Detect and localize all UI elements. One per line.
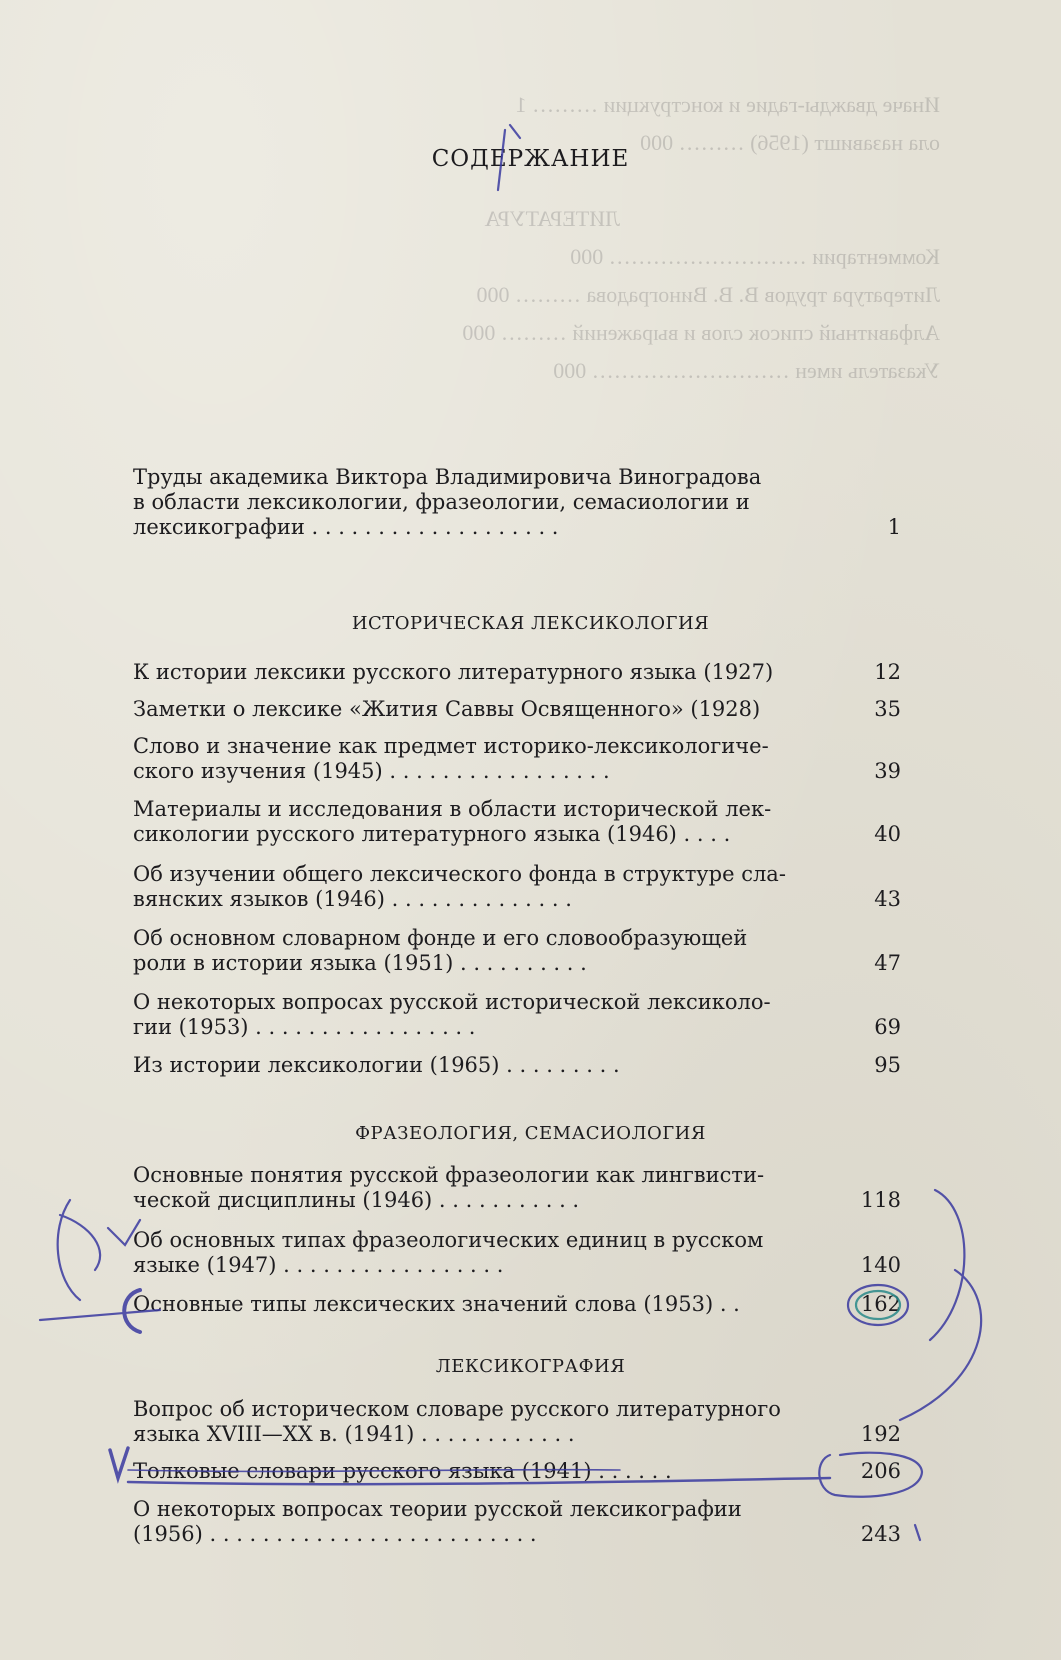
- section-heading-lexicography: ЛЕКСИКОГРАФИЯ: [435, 1356, 626, 1377]
- toc-page-number: 140: [860, 1253, 901, 1277]
- toc-entry-line: К истории лексики русского литературного языка (1927): [133, 660, 774, 684]
- toc-entry-line: роли в истории языка (1951) . . . . . . . . . .: [133, 951, 587, 975]
- pen-line: [40, 1310, 160, 1320]
- section-heading-historical: ИСТОРИЧЕСКАЯ ЛЕКСИКОЛОГИЯ: [351, 613, 710, 634]
- toc-entry-line: О некоторых вопросах теории русской лексикографии: [133, 1497, 742, 1521]
- toc-entry-line: Заметки о лексике «Жития Саввы Освященного» (1928): [133, 697, 761, 721]
- toc-page-number: 118: [860, 1188, 901, 1212]
- toc-page-number: 192: [860, 1422, 901, 1446]
- toc-entry-line: О некоторых вопросах русской исторической лексиколо-: [133, 990, 771, 1014]
- page-title: СОДЕРЖАНИЕ: [431, 146, 630, 172]
- toc-entry-line: гии (1953) . . . . . . . . . . . . . . . . .: [133, 1015, 476, 1039]
- pen-circle-inner: [856, 1291, 900, 1319]
- toc-entry-line: лексикографии . . . . . . . . . . . . . . . . . . .: [133, 515, 559, 539]
- toc-page-number: 39: [874, 759, 901, 783]
- toc-page-number: 35: [874, 697, 901, 721]
- toc-entry-line: ского изучения (1945) . . . . . . . . . . . . . . . . .: [133, 759, 610, 783]
- toc-entry-line: Об основном словарном фонде и его словообразующей: [133, 926, 748, 950]
- toc-entry-line: сикологии русского литературного языка (1946) . . . .: [133, 822, 731, 846]
- pen-underline: [128, 1478, 830, 1484]
- pen-bracket: [930, 1190, 964, 1340]
- toc-entry-line: ческой дисциплины (1946) . . . . . . . . . . .: [133, 1188, 580, 1212]
- toc-entry-line: языке (1947) . . . . . . . . . . . . . . . . .: [133, 1253, 504, 1277]
- toc-page-number: 43: [874, 887, 901, 911]
- toc-entry-line: Основные понятия русской фразеологии как лингвисти-: [133, 1163, 765, 1187]
- toc-entry-line: Труды академика Виктора Владимировича Виноградова: [133, 465, 762, 489]
- toc-page-number: 95: [874, 1053, 901, 1077]
- toc-entry-line: языка XVIII—XX в. (1941) . . . . . . . . . . . .: [133, 1422, 575, 1446]
- toc-entry-line: Основные типы лексических значений слова (1953) . .: [133, 1292, 740, 1316]
- toc-entry-line: Слово и значение как предмет историко-лексикологиче-: [133, 734, 769, 758]
- section-heading-phraseology: ФРАЗЕОЛОГИЯ, СЕМАСИОЛОГИЯ: [355, 1123, 706, 1144]
- toc-entry-line: Из истории лексикологии (1965) . . . . . . . . .: [133, 1053, 620, 1077]
- bleed-through-text: Иначе дважды-гадие и конструкции ……… 1 ола назавишт (1956) ……… 000 ЛИТЕРАТУРА Комментарии ……………………… 000 Литература трудов В. В. Виноградова ……… 000 Алфавитный список слов и выражений ……… 000 Указатель имен ……………………… 000: [462, 92, 940, 383]
- pen-check-mark: [108, 1220, 140, 1245]
- toc-entry-line: в области лексикологии, фразеологии, семасиологии и: [133, 490, 750, 514]
- pen-curve: [900, 1270, 981, 1420]
- toc-entry-line: Об изучении общего лексического фонда в структуре сла-: [133, 862, 786, 886]
- toc-entry-line: Об основных типах фразеологических единиц в русском: [133, 1228, 764, 1252]
- pen-scribble: [58, 1200, 100, 1300]
- pen-strikethrough: [128, 1470, 620, 1472]
- pen-circle-206: [819, 1453, 922, 1497]
- toc-page-number: 69: [874, 1015, 901, 1039]
- toc-page-number: 1: [887, 515, 901, 539]
- pen-tick-mark: [498, 125, 520, 190]
- toc-page-number: 206: [860, 1459, 901, 1483]
- toc-entry-line: Толковые словари русского языка (1941) . . . . . .: [133, 1459, 672, 1483]
- pen-tick-mark: [915, 1525, 920, 1540]
- pen-check-mark: [110, 1448, 128, 1478]
- toc-page-number: 47: [874, 951, 901, 975]
- toc-page-number: 40: [874, 822, 901, 846]
- toc-entry-line: Вопрос об историческом словаре русского литературного: [133, 1397, 781, 1421]
- toc-page-number: 243: [860, 1522, 901, 1546]
- toc-entry-line: (1956) . . . . . . . . . . . . . . . . . . . . . . . . .: [133, 1522, 537, 1546]
- toc-page-number: 162: [860, 1292, 901, 1316]
- toc-entry-line: вянских языков (1946) . . . . . . . . . . . . . .: [133, 887, 572, 911]
- toc-page-number: 12: [874, 660, 901, 684]
- toc-entry-line: Материалы и исследования в области исторической лек-: [133, 797, 772, 821]
